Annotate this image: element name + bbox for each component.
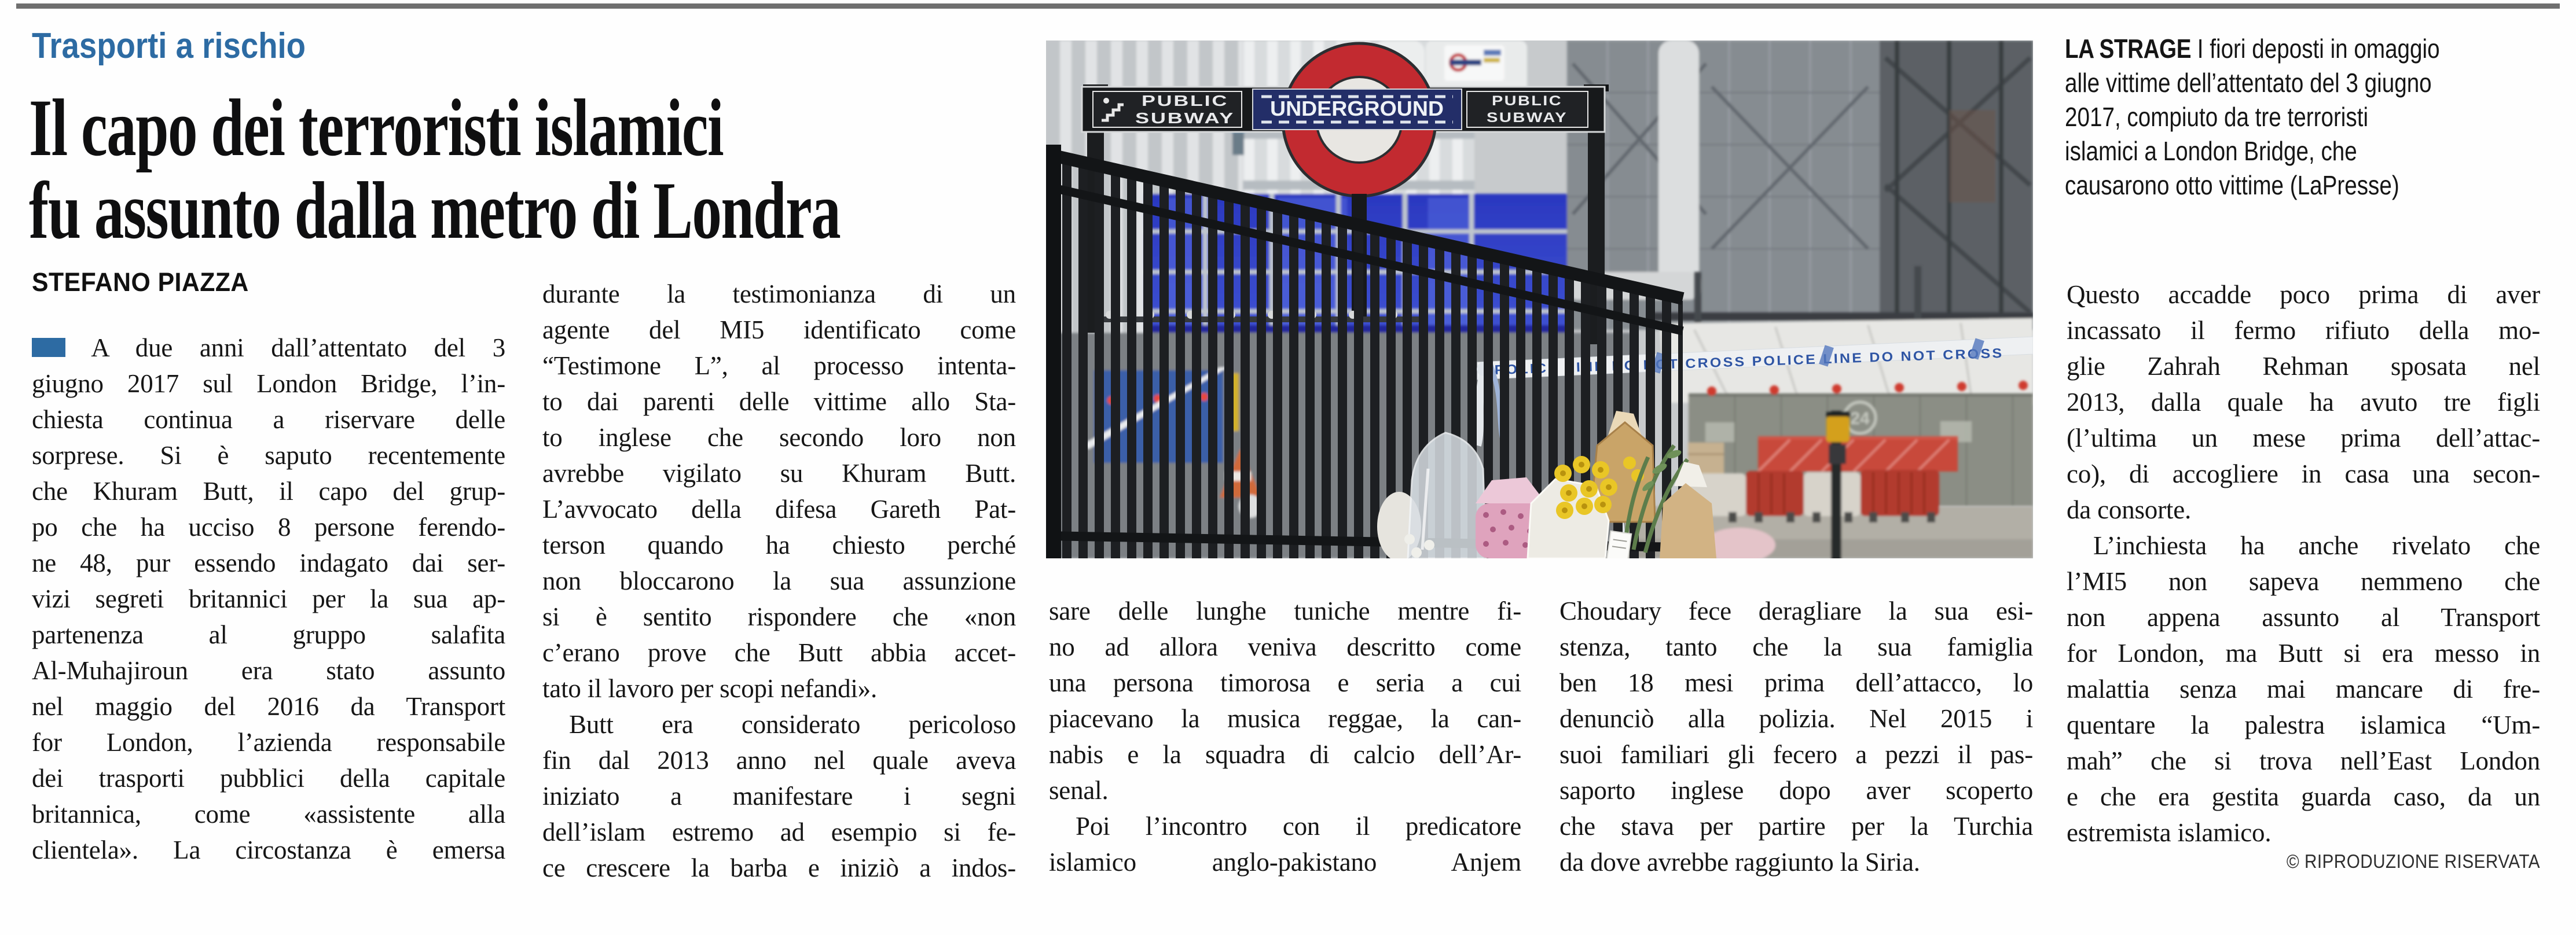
text-line: Butt era considerato pericoloso [569, 710, 1016, 739]
text-line: co), di accogliere in casa una secon- [2067, 459, 2540, 488]
caption-line: causarono otto vittime (LaPresse) [2065, 170, 2399, 200]
text-line: terson quando ha chiesto perché [542, 531, 1016, 559]
text-line: nabis e la squadra di calcio dell’Ar- [1049, 740, 1521, 769]
text-line: giugno 2017 sul London Bridge, l’in- [32, 369, 505, 398]
text-line: ne 48, pur essendo indagato dai ser- [32, 549, 505, 577]
article-column-4 [1559, 593, 2033, 880]
text-line: una persona timorosa e seria a cui [1049, 668, 1521, 697]
text-line: fin dal 2013 anno nel quale aveva [542, 746, 1016, 775]
sign-right-line2: SUBWAY [1487, 110, 1568, 126]
underground-roundel-bar [1253, 89, 1462, 130]
text-line: avrebbe vigilato su Khuram Butt. [542, 459, 1016, 488]
top-rule [16, 3, 2560, 9]
text-line: to inglese che secondo loro non [542, 423, 1016, 452]
headline-line-1: Il capo dei terroristi islamici [29, 83, 724, 173]
text-line: saporto inglese dopo aver scoperto [1559, 776, 2033, 805]
text-line: e che era gestita guarda caso, da un [2067, 782, 2540, 811]
text-line: sare delle lunghe tuniche mentre fi- [1049, 597, 1521, 625]
text-line: stenza, tanto che la sua famiglia [1559, 632, 2033, 661]
text-line: Al-Muhajiroun era stato assunto [32, 656, 505, 685]
kicker: Trasporti a rischio [32, 26, 306, 66]
text-line: Questo accadde poco prima di aver [2067, 280, 2540, 309]
white-duct-vertical [1658, 41, 1699, 284]
text-line: suoi familiari gli fecero a pezzi il pas- [1559, 740, 2033, 769]
hoarding-badge-text: 24 [1850, 409, 1870, 428]
text-line: c’erano prove che Butt abbia accet- [542, 638, 1016, 667]
copyright-notice: © RIPRODUZIONE RISERVATA [2286, 851, 2540, 872]
text-line: to dai parenti delle vittime allo Sta- [542, 387, 1016, 416]
caption-line: alle vittime dell’attentato del 3 giugno [2065, 68, 2432, 98]
text-line: “Testimone L”, al processo intenta- [542, 351, 1016, 380]
byline: STEFANO PIAZZA [32, 267, 249, 297]
text-line: si è sentito rispondere che «non [542, 602, 1016, 631]
text-line: glie Zahrah Rehman sposata nel [2067, 352, 2540, 381]
text-line: vizi segreti britannici per la sua ap- [32, 584, 505, 613]
text-line: incassato il fermo rifiuto della mo- [2067, 316, 2540, 345]
sign-left-line2: SUBWAY [1135, 109, 1235, 127]
text-line: britannica, come «assistente alla [32, 800, 505, 829]
text-line: nel maggio del 2016 da Transport [32, 692, 505, 721]
article-column-5 [2067, 277, 2540, 851]
news-photo [1046, 41, 2033, 558]
text-line: L’avvocato della difesa Gareth Pat- [542, 495, 1016, 524]
florist-label [1607, 531, 1632, 558]
text-line: ce crescere la barba e iniziò a indos- [542, 853, 1016, 882]
news-photo-illustration [1046, 41, 2033, 558]
sign-left-line1: PUBLIC [1142, 92, 1228, 109]
caption-text: I fiori deposti in omaggio [2191, 34, 2440, 64]
police-tape-text: POLICE LINE DO NOT CROSS POLICE LINE DO NOT CROSS [1494, 347, 1964, 377]
text-line: for London, ma Butt si era messo in [2067, 639, 2540, 668]
public-subway-sign-left [1093, 91, 1242, 127]
text-line: Choudary fece deragliare la sua esi- [1559, 597, 2033, 625]
text-line: da dove avrebbe raggiunto la Siria. [1559, 848, 1920, 877]
text-line: partenenza al gruppo salafita [32, 620, 505, 649]
caption-line [2065, 32, 2493, 66]
sign-right-line1: PUBLIC [1492, 93, 1562, 109]
text-line: chiesta continua a riservare delle [32, 405, 505, 434]
text-line: clientela». La circostanza è emersa [32, 835, 505, 864]
text-line: for London, l’azienda responsabile [32, 728, 505, 757]
text-line: agente del MI5 identificato come [542, 315, 1016, 344]
text-line: non bloccarono la sua assunzione [542, 566, 1016, 595]
public-subway-sign-right [1467, 91, 1588, 127]
text-line: denunciò alla polizia. Nel 2015 i [1559, 704, 2033, 733]
text-line: L’inchiesta ha anche rivelato che [2093, 531, 2540, 560]
text-line: senal. [1049, 776, 1109, 805]
text-line: malattia senza mai mancare di fre- [2067, 675, 2540, 704]
text-line: iniziato a manifestare i segni [542, 782, 1016, 811]
caption-line: islamici a London Bridge, che [2065, 136, 2357, 166]
caption-lead: LA STRAGE [2065, 34, 2192, 64]
text-line: A due anni dall’attentato del 3 [32, 330, 505, 366]
fence-end-post [1046, 145, 1061, 558]
text-line: quentare la palestra islamica “Um- [2067, 711, 2540, 739]
text-line: Poi l’incontro con il predicatore [1076, 812, 1521, 841]
text-line: islamico anglo-pakistano Anjem [1049, 848, 1521, 877]
text-line: dell’islam estremo ad esempio si fe- [542, 818, 1016, 846]
caption-line: 2017, compiuto da tre terroristi [2065, 102, 2369, 132]
headline-line-2: fu assunto dalla metro di Londra [29, 165, 841, 256]
underground-text: UNDERGROUND [1270, 97, 1444, 120]
article-column-1 [32, 330, 505, 868]
water-barriers [1688, 470, 1939, 522]
yellow-signal-box [1826, 417, 1850, 442]
text-line: estremista islamico. [2067, 818, 2272, 847]
text-line: ben 18 mesi prima dell’attacco, lo [1559, 668, 2033, 697]
text-line: dei trasporti pubblici della capitale [32, 764, 505, 793]
photo-caption [2065, 32, 2493, 203]
text-line: 2013, dalla quale ha avuto tre figli [2067, 388, 2540, 417]
text-line: sorprese. Si è saputo recentemente [32, 441, 505, 470]
paragraph-bullet [32, 338, 65, 357]
text-line: mah” che si trova nell’East London [2067, 746, 2540, 775]
text-line: l’MI5 non sapeva nemmeno che [2067, 567, 2540, 596]
article-column-2 [542, 276, 1016, 886]
text-line: non appena assunto al Transport [2067, 603, 2540, 632]
text-line: piacevano la musica reggae, la can- [1049, 704, 1521, 733]
text-line: durante la testimonianza di un [542, 279, 1016, 308]
text-line: po che ha ucciso 8 persone ferendo- [32, 513, 505, 542]
text-line: che stava per partire per la Turchia [1559, 812, 2033, 841]
article-column-3 [1049, 593, 1521, 880]
text-line: tato il lavoro per scopi nefandi». [542, 674, 878, 703]
text-line: che Khuram Butt, il capo del grup- [32, 477, 505, 506]
scaffolding-right [1880, 41, 2033, 330]
red-lattice-barrier [1758, 436, 1958, 472]
text-line: no ad allora veniva descritto come [1049, 632, 1521, 661]
tank-sticker [1444, 45, 1504, 81]
text-line: da consorte. [2067, 495, 2192, 524]
text-line: (l’ultima un mese prima dell’attac- [2067, 424, 2540, 452]
